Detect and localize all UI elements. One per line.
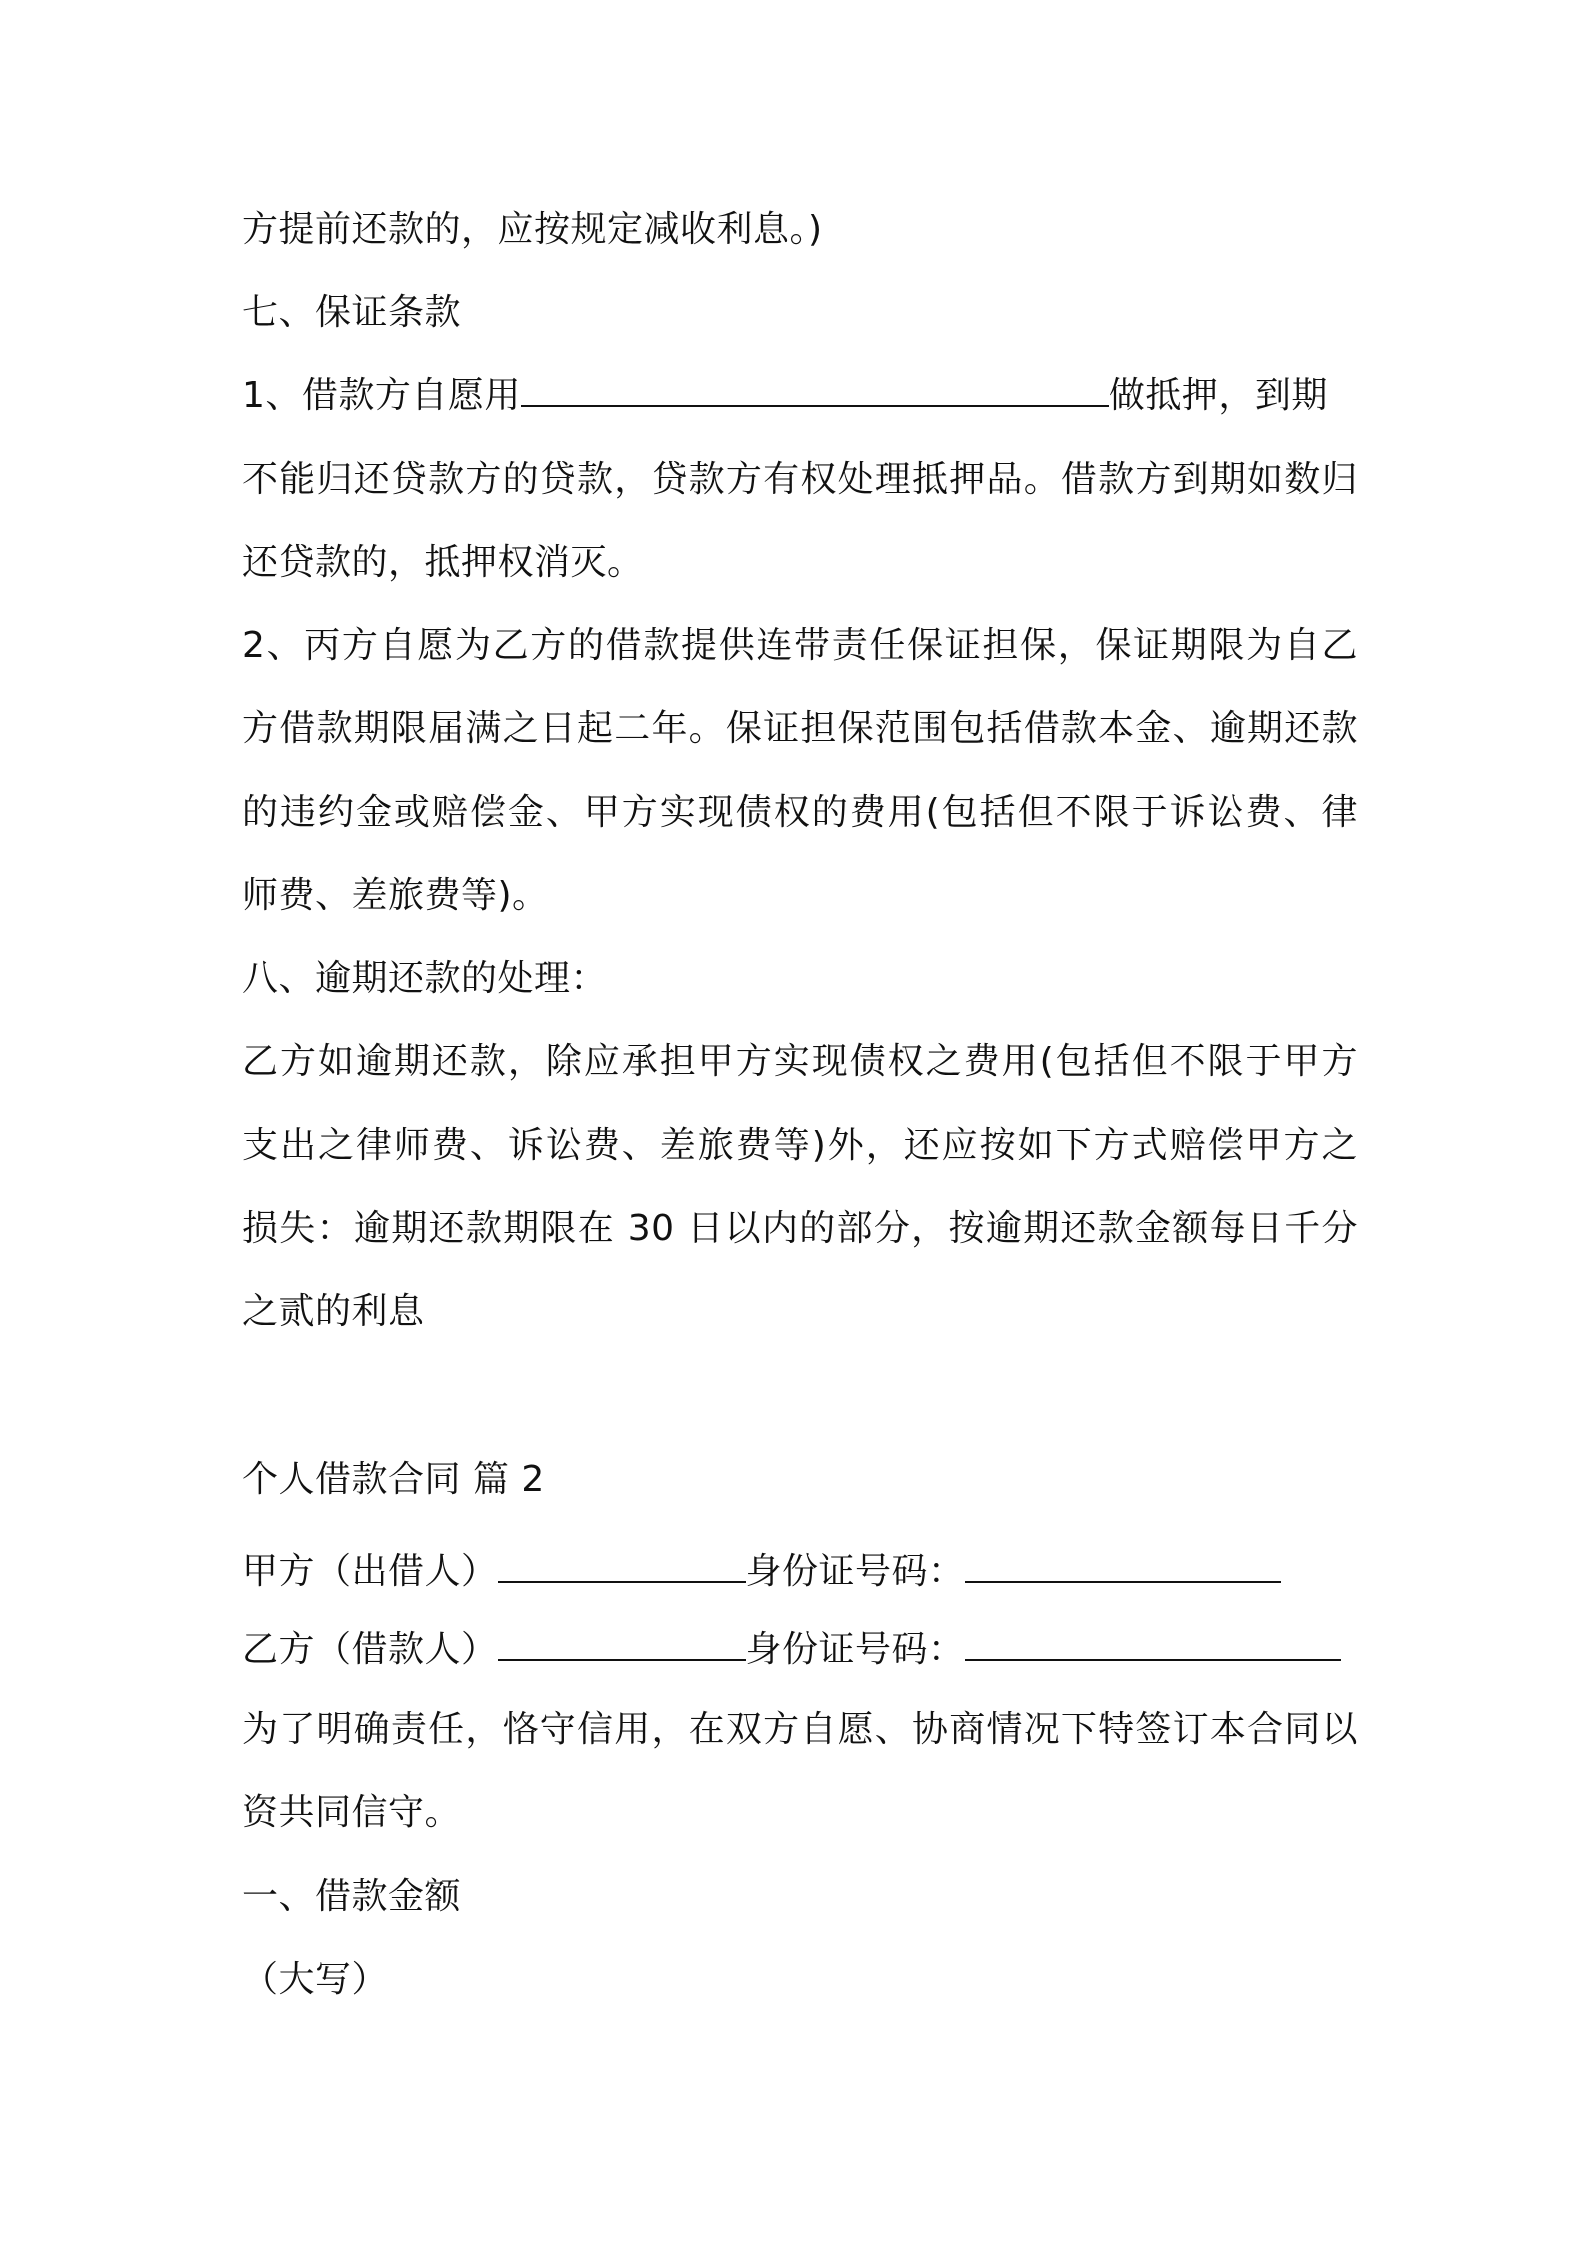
borrower-name-blank-field[interactable] [498, 1629, 746, 1661]
amount-uppercase-label [242, 1956, 1358, 2004]
text-line [242, 705, 1358, 753]
line-text: 师费、差旅费等)。 [242, 875, 549, 916]
line-text: 支出之律师费、诉讼费、差旅费等)外，还应按如下方式赔偿甲方之 [242, 1125, 1358, 1166]
line-text: （大写） [242, 1959, 389, 2000]
line-text: 八、逾期还款的处理： [242, 958, 608, 999]
line-text: 不能归还贷款方的贷款，贷款方有权处理抵押品。借款方到期如数归 [242, 459, 1358, 500]
text-line [242, 1205, 1358, 1253]
line-text: 方借款期限届满之日起二年。保证担保范围包括借款本金、逾期还款 [242, 708, 1358, 749]
line-text: 方提前还款的，应按规定减收利息。) [242, 209, 823, 250]
line-text: 1、借款方自愿用 [242, 375, 521, 416]
text-line [242, 622, 1358, 670]
line-text: 资共同信守。 [242, 1792, 462, 1833]
lender-line [242, 1548, 1358, 1596]
line-text: 乙方如逾期还款，除应承担甲方实现债权之费用(包括但不限于甲方 [242, 1041, 1358, 1082]
line-text: 七、保证条款 [242, 292, 462, 333]
lender-name-blank-field[interactable] [498, 1551, 746, 1583]
borrower-line [242, 1626, 1358, 1674]
text-line [242, 789, 1358, 837]
contract-title [242, 1456, 1358, 1504]
line-text: 一、借款金额 [242, 1876, 462, 1917]
line-text: 之贰的利息 [242, 1291, 425, 1332]
text-line [242, 1288, 1358, 1336]
line-text: 甲方（出借人） [242, 1551, 498, 1592]
section-heading-guarantee [242, 289, 1358, 337]
line-text: 还贷款的，抵押权消灭。 [242, 542, 644, 583]
text-line [242, 1706, 1358, 1754]
text-line [242, 1789, 1358, 1837]
text-line [242, 872, 1358, 920]
line-text: 乙方（借款人） [242, 1629, 498, 1670]
clause-1-line [242, 372, 1358, 420]
line-text: 做抵押，到期 [1108, 375, 1328, 416]
line-text: 的违约金或赔偿金、甲方实现债权的费用(包括但不限于诉讼费、律 [242, 792, 1358, 833]
text-line [242, 539, 1358, 587]
text-line [242, 1122, 1358, 1170]
text-line [242, 1038, 1358, 1086]
section-heading-overdue [242, 955, 1358, 1003]
text-line [242, 206, 1358, 254]
line-text: 损失：逾期还款期限在 30 日以内的部分，按逾期还款金额每日千分 [242, 1208, 1358, 1249]
collateral-blank-field[interactable] [521, 375, 1109, 407]
lender-id-blank-field[interactable] [965, 1551, 1281, 1583]
line-text: 个人借款合同 篇 2 [242, 1459, 545, 1500]
text-line [242, 456, 1358, 504]
line-text: 身份证号码： [745, 1629, 965, 1670]
line-text: 2、丙方自愿为乙方的借款提供连带责任保证担保，保证期限为自乙 [242, 625, 1358, 666]
borrower-id-blank-field[interactable] [965, 1629, 1341, 1661]
line-text: 为了明确责任，恪守信用，在双方自愿、协商情况下特签订本合同以 [242, 1709, 1358, 1750]
line-text: 身份证号码： [745, 1551, 965, 1592]
section-heading-loan-amount [242, 1873, 1358, 1921]
